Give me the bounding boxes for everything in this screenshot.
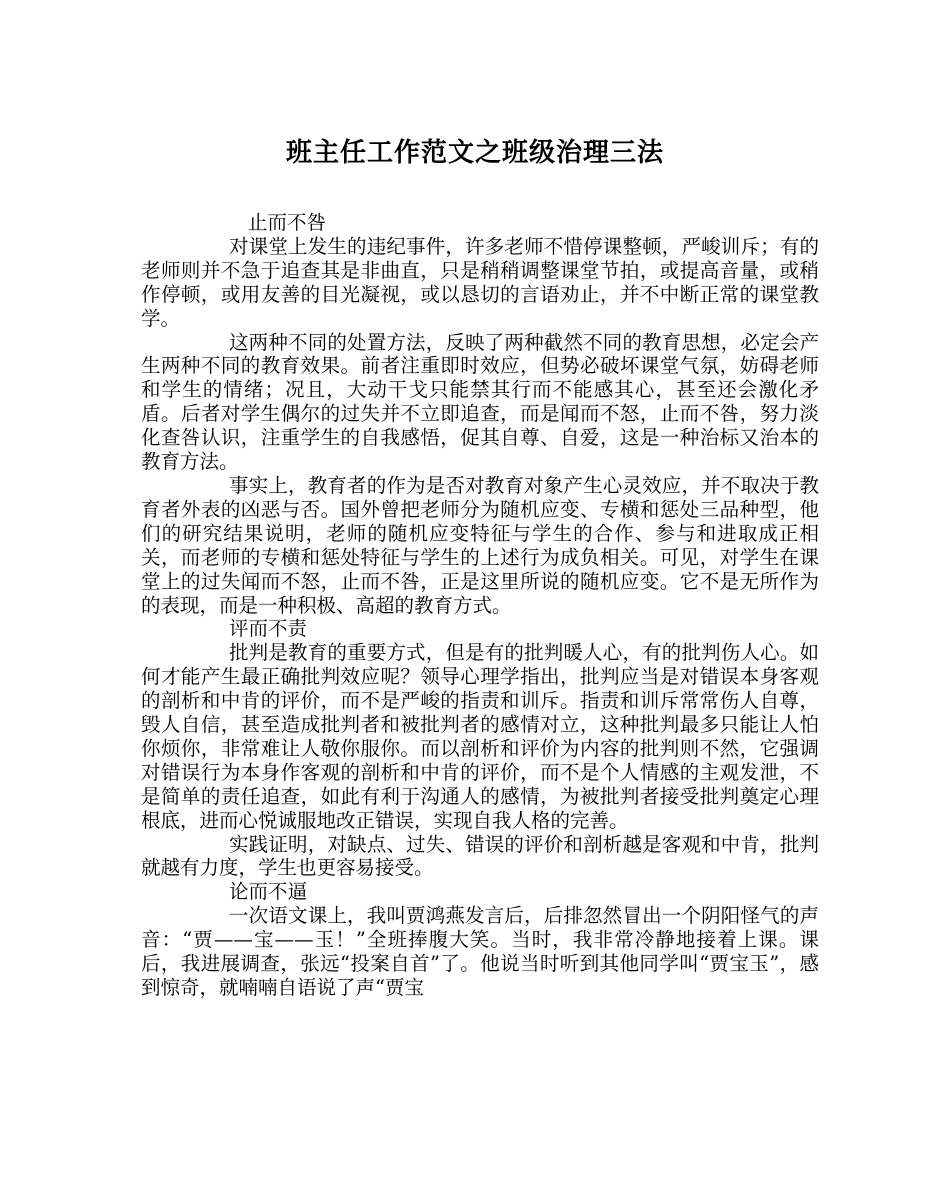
section-heading-2: 评而不责 xyxy=(229,617,308,641)
paragraph: 事实上，教育者的作为是否对教育对象产生心灵效应，并不取决于教育者外表的凶恶与否。国外曾把老师分为随机应变、专横和惩处三品种型，他们的研究结果说明，老师的随机应变特征与学生的合作、参与和进取成正相关，而老师的专横和惩处特征与学生的上述行为成负相关。可见，对学生在课堂上的过失闻而不怒，止而不咎，正是这里所说的随机应变。它不是无所作为的表现，而是一种积极、高超的教育方式。 xyxy=(141,473,819,617)
document-body xyxy=(141,211,819,1000)
paragraph: 一次语文课上，我叫贾鸿燕发言后，后排忽然冒出一个阴阳怪气的声音：“贾——宝——玉！”全班捧腹大笑。当时，我非常冷静地接着上课。课后，我进展调查，张远“投案自首”了。他说当时听到其他同学叫“贾宝玉”，感到惊奇，就喃喃自语说了声“贾宝 xyxy=(141,904,819,999)
paragraph: 实践证明，对缺点、过失、错误的评价和剖析越是客观和中肯，批判就越有力度，学生也更容易接受。 xyxy=(141,832,819,880)
section-heading-1: 止而不咎 xyxy=(248,211,327,234)
paragraph: 对课堂上发生的违纪事件，许多老师不惜停课整顿，严峻训斥；有的老师则并不急于追查其是非曲直，只是稍稍调整课堂节拍，或提高音量，或稍作停顿，或用友善的目光凝视，或以恳切的言语劝止，并不中断正常的课堂教学。 xyxy=(141,234,819,330)
paragraph: 这两种不同的处置方法，反映了两种截然不同的教育思想，必定会产生两种不同的教育效果。前者注重即时效应，但势必破坏课堂气氛，妨碍老师和学生的情绪；况且，大动干戈只能禁其行而不能感其心，甚至还会激化矛盾。后者对学生偶尔的过失并不立即追查，而是闻而不怒，止而不咎，努力淡化查咎认识，注重学生的自我感悟，促其自尊、自爱，这是一种治标又治本的教育方法。 xyxy=(141,330,819,474)
document-title: 班主任工作范文之班级治理三法 xyxy=(285,138,664,168)
section-heading-3: 论而不逼 xyxy=(229,880,308,904)
paragraph: 批判是教育的重要方式，但是有的批判暖人心，有的批判伤人心。如何才能产生最正确批判效应呢？领导心理学指出，批判应当是对错误本身客观的剖析和中肯的评价，而不是严峻的指责和训斥。指责和训斥常常伤人自尊，毁人自信，甚至造成批判者和被批判者的感情对立，这种批判最多只能让人怕你烦你，非常难让人敬你服你。而以剖析和评价为内容的批判则不然，它强调对错误行为本身作客观的剖析和中肯的评价，而不是个人情感的主观发泄，不是简单的责任追查，如此有利于沟通人的感情，为被批判者接受批判奠定心理根底，进而心悦诚服地改正错误，实现自我人格的完善。 xyxy=(141,641,819,832)
